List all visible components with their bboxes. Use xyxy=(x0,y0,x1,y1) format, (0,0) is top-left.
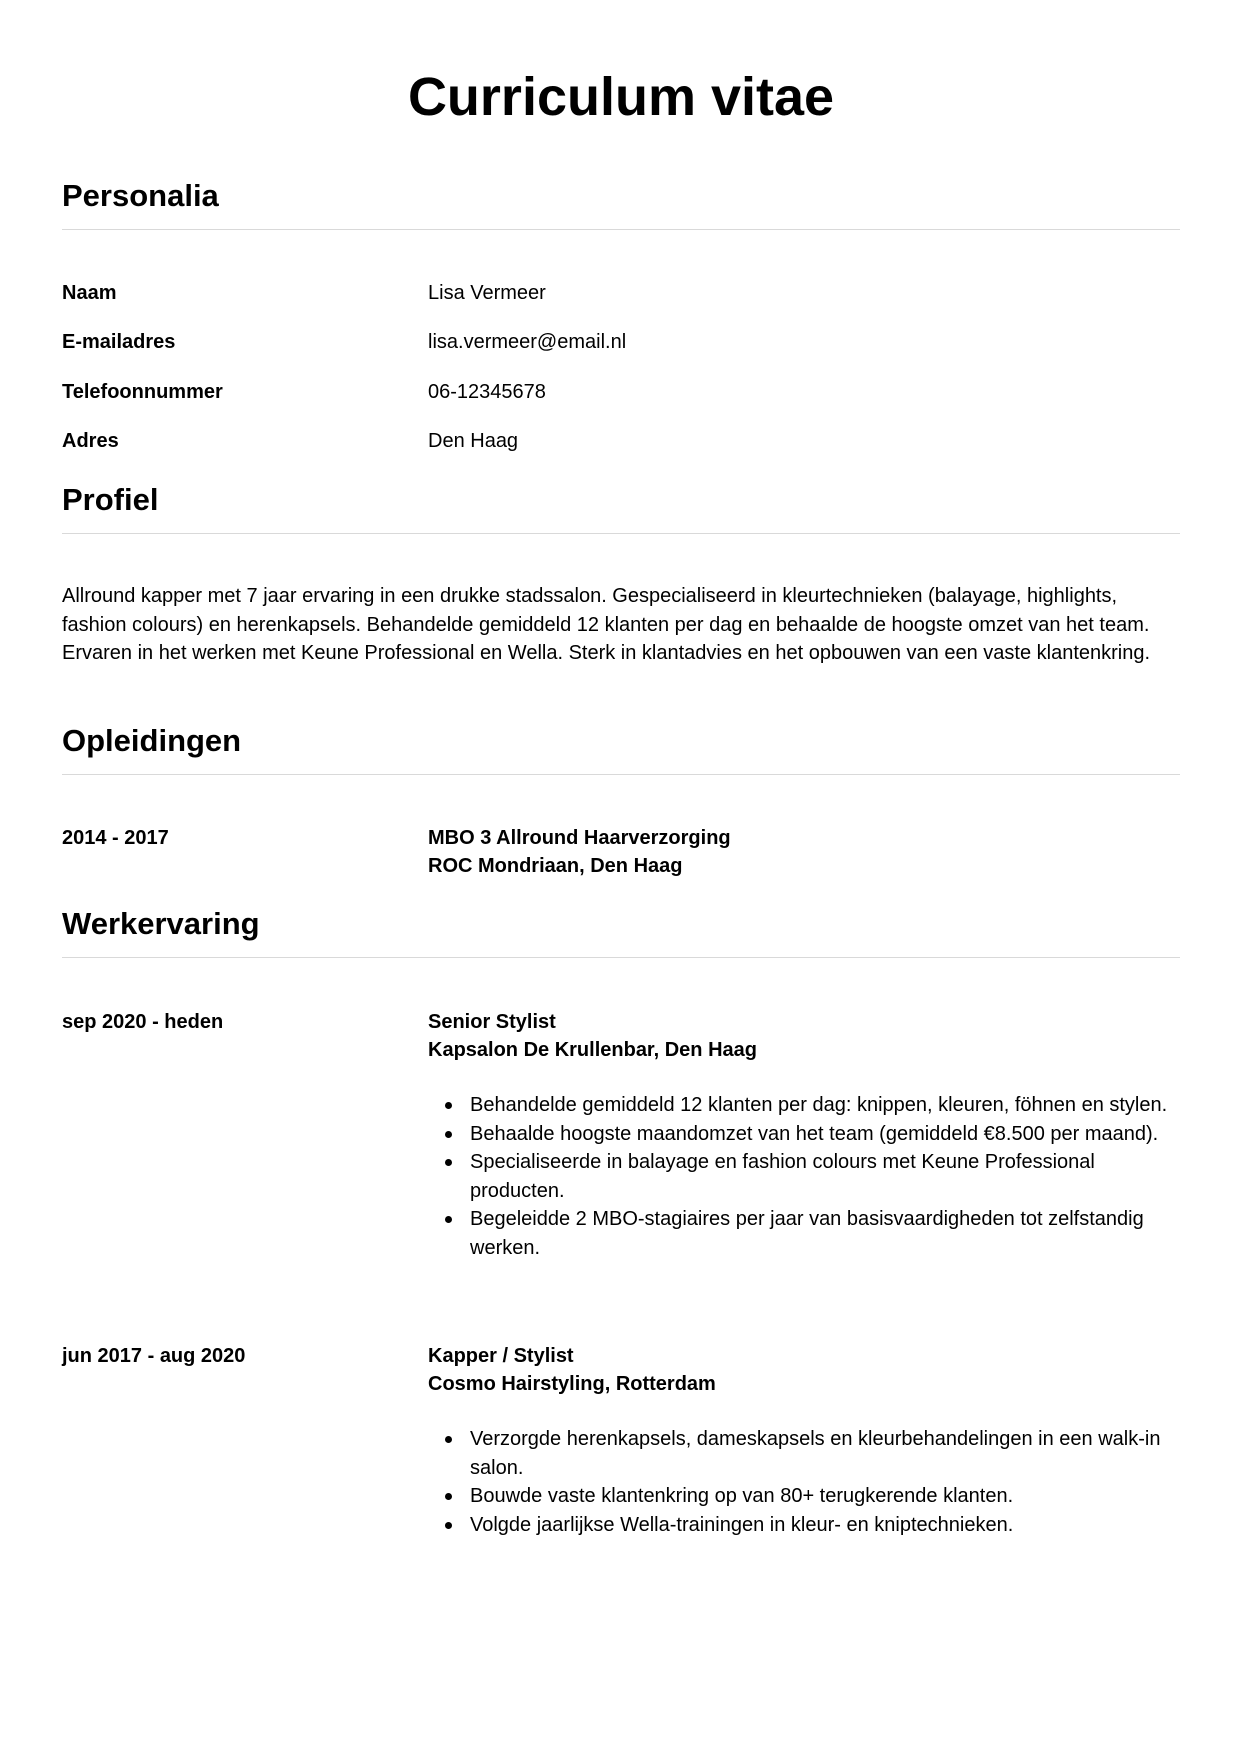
work-bullets xyxy=(428,1091,1180,1262)
section-heading: Werkervaring xyxy=(62,904,1180,958)
field-label: Telefoonnummer xyxy=(62,381,223,403)
work-title: Kapper / Stylist xyxy=(428,1345,574,1367)
field-value: Den Haag xyxy=(428,430,519,452)
section-profiel xyxy=(62,480,1180,534)
work-company: Kapsalon De Krullenbar, Den Haag xyxy=(428,1039,757,1061)
field-value: 06-12345678 xyxy=(428,381,546,403)
profile-text: Allround kapper met 7 jaar ervaring in een drukke stadssalon. Gespecialiseerd in kleurtechnieken (balayage, highlights, fashion colours) en herenkapsels. Behandelde gemiddeld 12 klanten per dag en behaalde de hoogste omzet van het team. Ervaren in het werken met Keune Professional en Wella. Sterk in klantadvies en het opbouwen van een vaste klantenkring. xyxy=(62,585,1151,664)
field-value: Lisa Vermeer xyxy=(428,282,546,304)
document-title: Curriculum vitae xyxy=(407,67,835,127)
work-company: Cosmo Hairstyling, Rotterdam xyxy=(428,1373,716,1395)
field-value: lisa.vermeer@email.nl xyxy=(428,331,627,353)
section-heading: Opleidingen xyxy=(62,721,1180,775)
field-label: E-mailadres xyxy=(62,331,176,353)
education-title: MBO 3 Allround Haarverzorging xyxy=(428,827,731,849)
section-personalia xyxy=(62,176,1180,230)
list-item: Bouwde vaste klantenkring op van 80+ terugkerende klanten. xyxy=(428,1482,1180,1511)
field-label: Naam xyxy=(62,282,117,304)
list-item: Behandelde gemiddeld 12 klanten per dag: knippen, kleuren, föhnen en stylen. xyxy=(428,1091,1180,1120)
field-label: Adres xyxy=(62,430,119,452)
list-item: Behaalde hoogste maandomzet van het team (gemiddeld €8.500 per maand). xyxy=(428,1120,1180,1149)
work-bullets xyxy=(428,1425,1180,1539)
work-period: jun 2017 - aug 2020 xyxy=(62,1345,246,1367)
section-heading: Profiel xyxy=(62,480,1180,534)
list-item: Specialiseerde in balayage en fashion colours met Keune Professional producten. xyxy=(428,1148,1180,1205)
education-institution: ROC Mondriaan, Den Haag xyxy=(428,855,683,877)
education-period: 2014 - 2017 xyxy=(62,827,169,849)
education-details xyxy=(428,824,1180,880)
list-item: Verzorgde herenkapsels, dameskapsels en kleurbehandelingen in een walk-in salon. xyxy=(428,1425,1180,1482)
section-werkervaring xyxy=(62,904,1180,958)
list-item: Begeleidde 2 MBO-stagiaires per jaar van basisvaardigheden tot zelfstandig werken. xyxy=(428,1205,1180,1262)
work-period: sep 2020 - heden xyxy=(62,1011,224,1033)
work-details xyxy=(428,1342,1180,1539)
section-heading: Personalia xyxy=(62,176,1180,230)
work-title: Senior Stylist xyxy=(428,1011,556,1033)
list-item: Volgde jaarlijkse Wella-trainingen in kleur- en kniptechnieken. xyxy=(428,1511,1180,1540)
work-details xyxy=(428,1008,1180,1262)
section-opleidingen xyxy=(62,721,1180,775)
